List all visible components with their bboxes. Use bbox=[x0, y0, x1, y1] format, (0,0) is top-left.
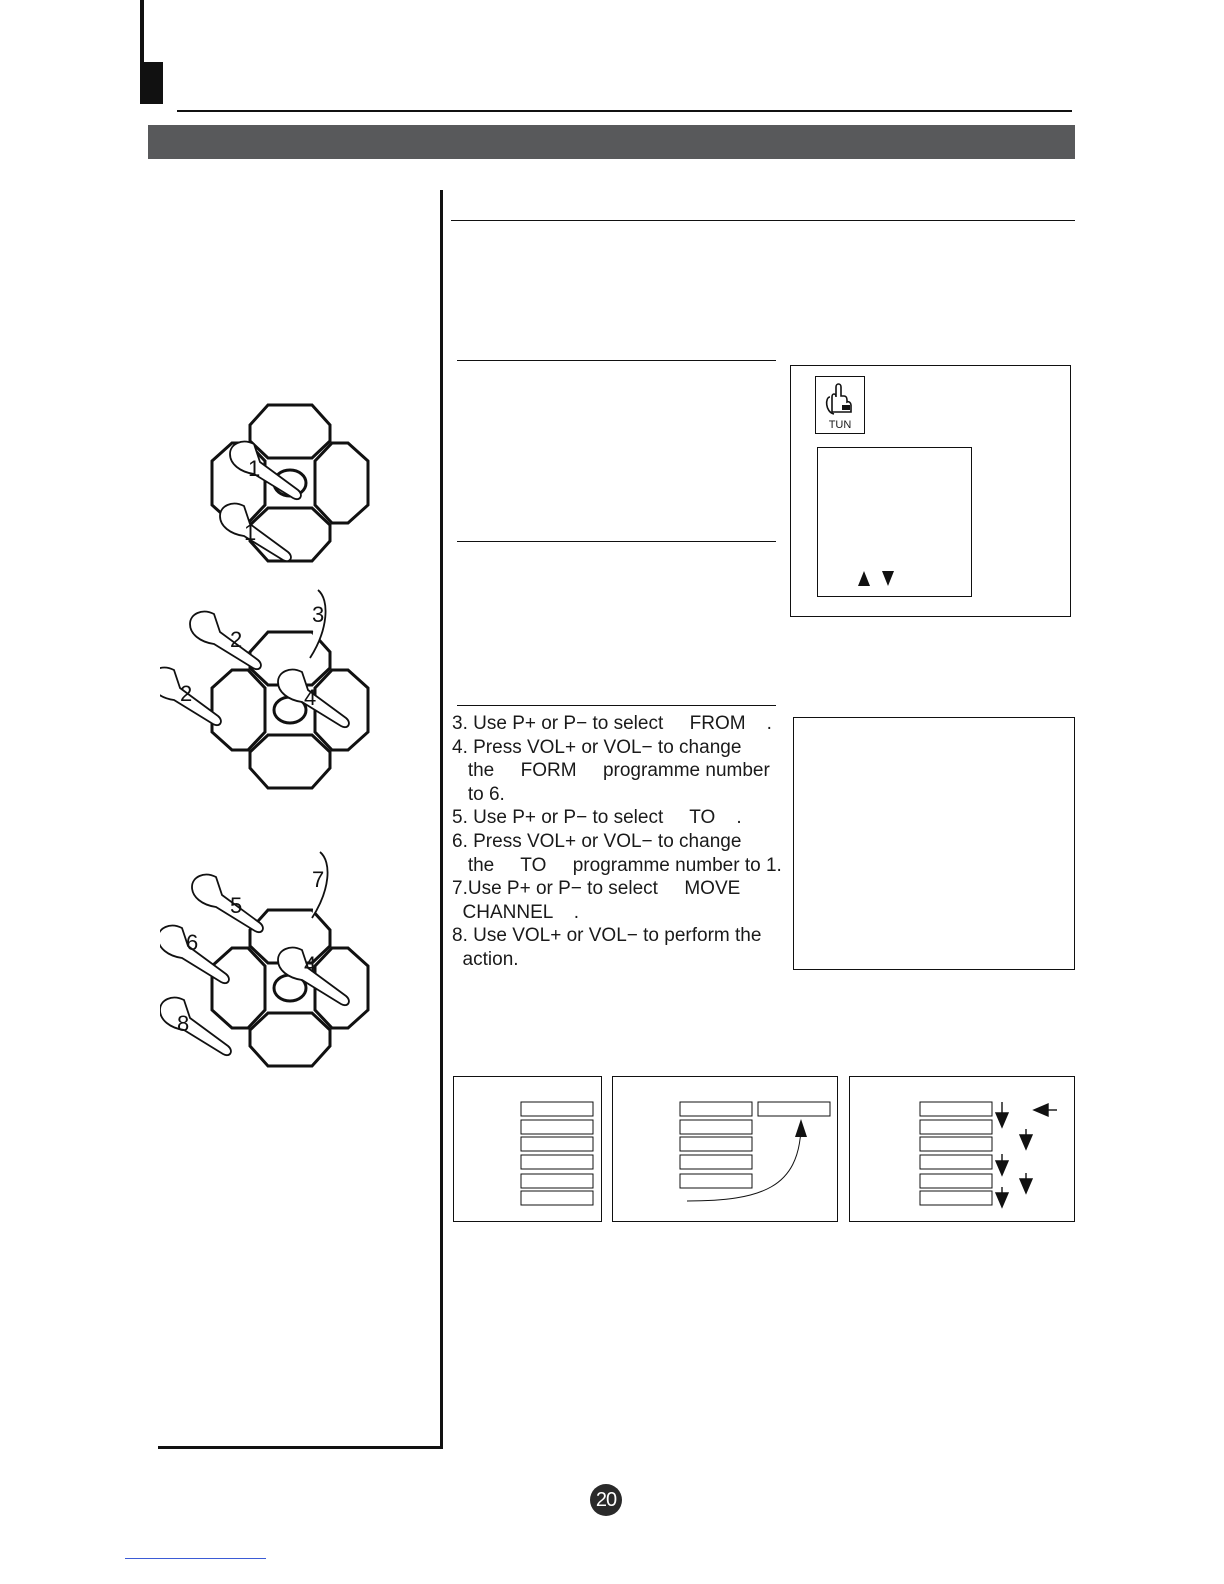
channel-list-before bbox=[453, 1076, 602, 1222]
section-title-band bbox=[148, 125, 1075, 159]
keypad-group-1 bbox=[212, 405, 368, 561]
keypad-group-3 bbox=[160, 852, 368, 1066]
step-line: 4. Press VOL+ or VOL− to change bbox=[452, 736, 742, 758]
subsection-rule-2 bbox=[457, 541, 776, 542]
callout-number: 5 bbox=[230, 893, 243, 918]
callout-number: 8 bbox=[177, 1011, 190, 1036]
step-line: the TO programme number to 1. bbox=[452, 854, 782, 876]
channel-list-after bbox=[849, 1076, 1075, 1222]
callout-number: 1 bbox=[248, 456, 261, 481]
callout-number: 4 bbox=[304, 952, 317, 977]
channel-list-moving bbox=[612, 1076, 838, 1222]
step-line: 3. Use P+ or P− to select FROM . bbox=[452, 713, 772, 734]
up-down-arrows-icon bbox=[854, 569, 914, 589]
callout-number: 2 bbox=[180, 681, 193, 706]
bottom-rule bbox=[158, 1446, 442, 1449]
callout-number: 6 bbox=[186, 930, 199, 955]
osd-submenu-panel bbox=[817, 447, 972, 597]
osd-move-channel-screen bbox=[793, 717, 1075, 970]
step-line: 5. Use P+ or P− to select TO . bbox=[452, 807, 742, 829]
tuning-icon-label: TUN bbox=[828, 419, 852, 431]
move-channel-steps bbox=[452, 712, 797, 972]
step-line: 7.Use P+ or P− to select MOVE bbox=[452, 878, 741, 900]
step-line: 8. Use VOL+ or VOL− to perform the bbox=[452, 925, 762, 947]
callout-number: 2 bbox=[230, 627, 243, 652]
page-number: 20 bbox=[590, 1484, 622, 1516]
step-line: CHANNEL . bbox=[452, 901, 580, 923]
callout-number: 1 bbox=[244, 520, 257, 545]
column-divider bbox=[440, 190, 443, 1449]
step-line: action. bbox=[452, 948, 519, 970]
header-rule bbox=[177, 110, 1072, 112]
header-block bbox=[140, 62, 163, 104]
footer-link-underline bbox=[125, 1558, 266, 1559]
callout-number: 4 bbox=[304, 685, 317, 710]
remote-keypad-illustrations bbox=[160, 390, 400, 1090]
subsection-rule-3 bbox=[457, 705, 776, 706]
tuning-icon-frame bbox=[815, 376, 865, 434]
callout-number: 7 bbox=[312, 867, 325, 892]
channel-slots-diagram bbox=[454, 1077, 603, 1223]
channel-move-diagram bbox=[613, 1077, 839, 1223]
hand-press-icon bbox=[816, 379, 864, 419]
callout-number: 3 bbox=[312, 602, 325, 627]
step-line: to 6. bbox=[452, 783, 505, 805]
subsection-rule-1 bbox=[457, 360, 776, 361]
channel-shift-diagram bbox=[850, 1077, 1076, 1223]
step-line: the FORM programme number bbox=[452, 760, 770, 782]
step-line: 6. Press VOL+ or VOL− to change bbox=[452, 830, 742, 852]
section-rule bbox=[451, 220, 1075, 221]
keypad-group-2 bbox=[160, 590, 368, 788]
osd-menu-screen bbox=[790, 365, 1071, 617]
